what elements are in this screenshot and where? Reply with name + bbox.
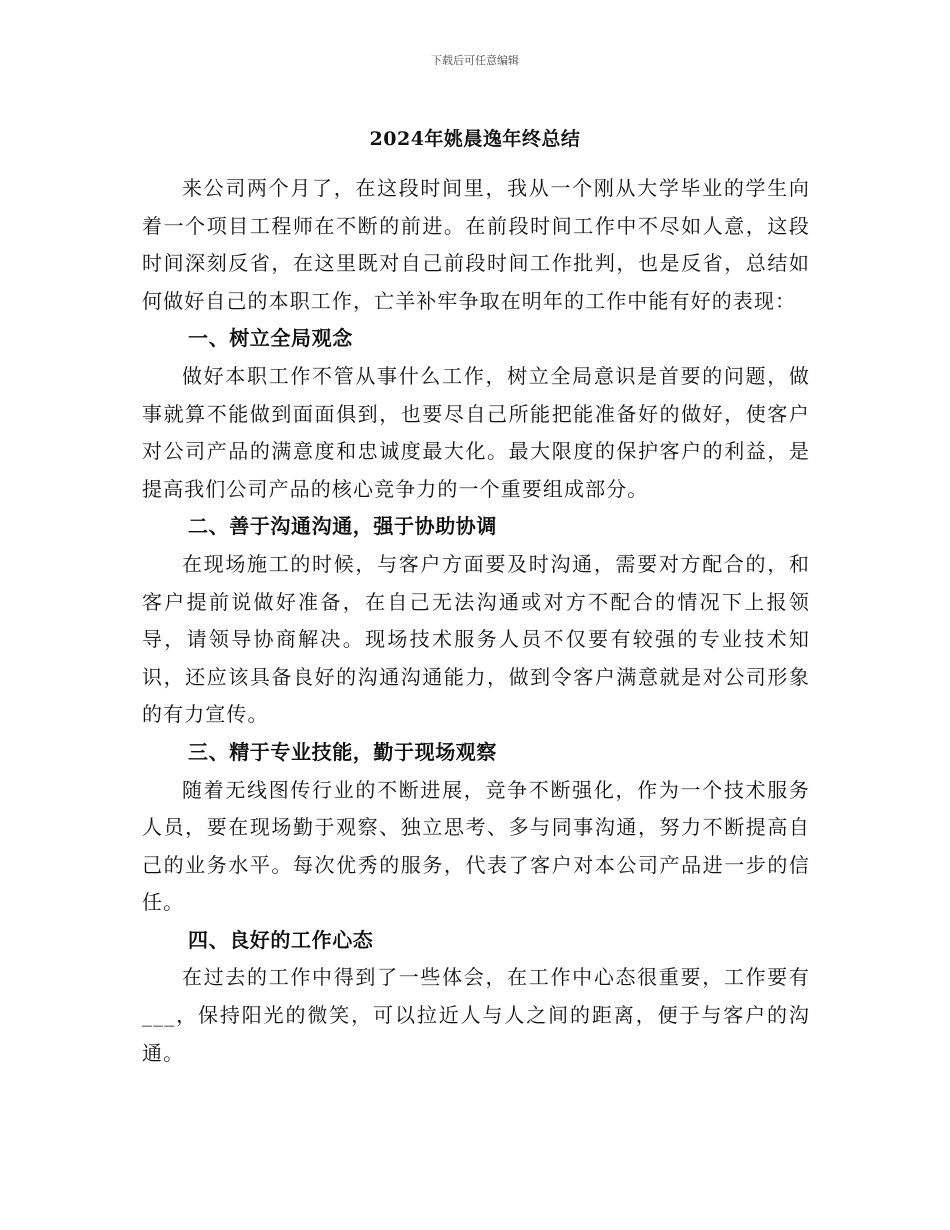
section-paragraph-4: 在过去的工作中得到了一些体会，在工作中心态很重要，工作要有___，保持阳光的微笑，可以拉近人与人之间的距离，便于与客户的沟通。 [142, 965, 810, 1065]
intro-paragraph: 来公司两个月了，在这段时间里，我从一个刚从大学毕业的学生向着一个项目工程师在不断的前进。在前段时间工作中不尽如人意，这段时间深刻反省，在这里既对自己前段时间工作批判，也是反省，总结如何做好自己的本职工作，亡羊补牢争取在明年的工作中能有好的表现： [142, 176, 810, 313]
header-note: 下载后可任意编辑 [431, 54, 519, 67]
document-title: 2024年姚晨逸年终总结 [369, 128, 581, 150]
section-paragraph-2: 在现场施工的时候，与客户方面要及时沟通，需要对方配合的，和客户提前说做好准备，在自己无法沟通或对方不配合的情况下上报领导，请领导协商解决。现场技术服务人员不仅要有较强的专业技术知识，还应该具备良好的沟通沟通能力，做到令客户满意就是对公司形象的有力宣传。 [142, 551, 810, 727]
section-heading-3: 三、精于专业技能，勤于现场观察 [188, 739, 497, 764]
section-heading-1: 一、树立全局观念 [188, 326, 353, 351]
document-body [142, 170, 810, 1072]
section-paragraph-3: 随着无线图传行业的不断进展，竞争不断强化，作为一个技术服务人员，要在现场勤于观察、独立思考、多与同事沟通，努力不断提高自己的业务水平。每次优秀的服务，代表了客户对本公司产品进一步的信任。 [142, 777, 810, 915]
section-heading-2: 二、善于沟通沟通，强于协助协调 [188, 514, 497, 539]
section-heading-4: 四、良好的工作心态 [188, 927, 374, 952]
section-paragraph-1: 做好本职工作不管从事什么工作，树立全局意识是首要的问题，做事就算不能做到面面俱到，也要尽自己所能把能准备好的做好，使客户对公司产品的满意度和忠诚度最大化。最大限度的保护客户的利益，是提高我们公司产品的核心竞争力的一个重要组成部分。 [142, 363, 810, 501]
